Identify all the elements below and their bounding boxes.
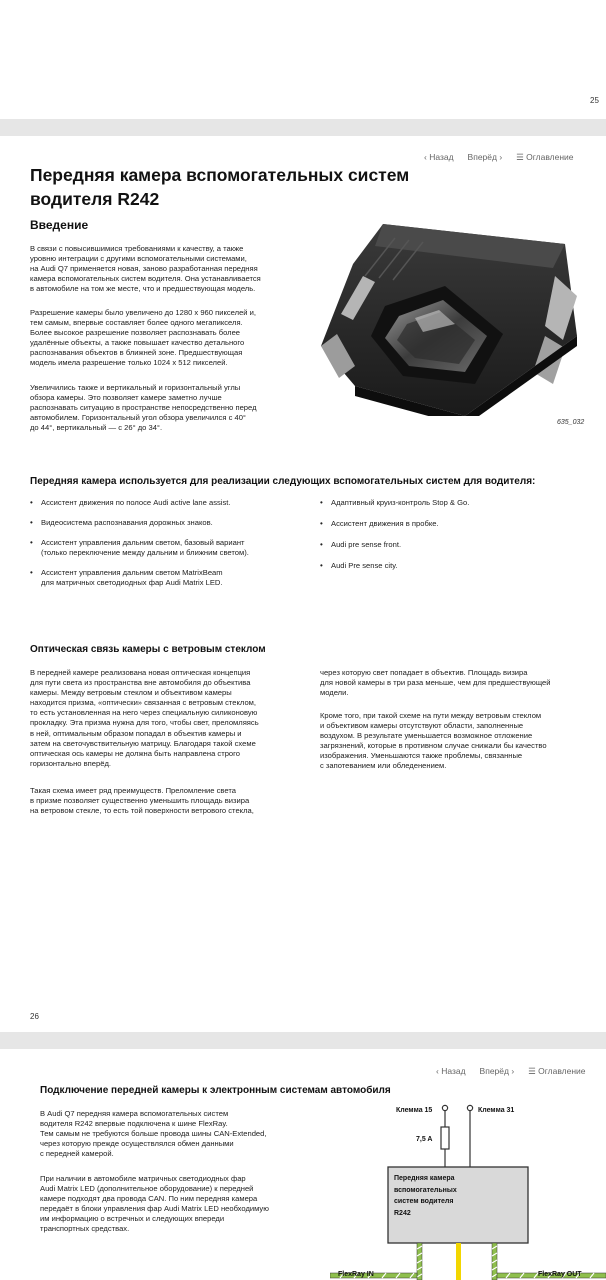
- intro-paragraph-3: Увеличились также и вертикальный и горизонтальный углы обзора камеры. Это позволяет камере заметно лучше распознавать ситуацию в пространстве непосредственно перед автомобилем. Горизонтальный угол обзора увеличился с 40° до 44°, вертикальный — с 26° до 34°.: [30, 383, 257, 433]
- systems-list-left: [30, 498, 310, 589]
- optics-right-paragraph-1: через которую свет попадает в объектив. Площадь визира для новой камеры в три раза меньше, чем для предшествующей модели.: [320, 668, 551, 698]
- intro-paragraph-2: Разрешение камеры было увеличено до 1280 x 960 пикселей и, тем самым, впервые составляет более одного мегапикселя. Более высокое разрешение позволяет распознавать более удалённые объекты, а также повышает качество детального распознавания объектов в ближней зоне. Предшествующая модель имела разрешение только 1024 x 512 пикселей.: [30, 308, 257, 368]
- camera-box-label: Передняя камера вспомогательных систем водителя R242: [394, 1175, 457, 1217]
- nav-contents-link[interactable]: ☰ Оглавление: [528, 1066, 586, 1076]
- list-item: • Ассистент движения в пробке.: [320, 519, 590, 529]
- systems-heading: Передняя камера используется для реализации следующих вспомогательных систем для водителя:: [30, 476, 536, 487]
- intro-heading: Введение: [30, 218, 89, 232]
- connection-paragraph-1: В Audi Q7 передняя камера вспомогательных систем водителя R242 впервые подключена к шине FlexRay. Тем самым не требуются больше провода шины CAN-Extended, через которую прежде осуществлялся обмен данными с передней камерой.: [40, 1109, 267, 1159]
- page-nav: [424, 152, 574, 163]
- page-27: [0, 1049, 606, 1280]
- front-camera-image: [315, 216, 590, 416]
- page-25: [0, 0, 606, 119]
- image-caption: 635_032: [557, 419, 585, 426]
- list-item: • Адаптивный круиз-контроль Stop & Go.: [320, 498, 590, 508]
- page-number: 26: [30, 1012, 39, 1021]
- page-number: 25: [590, 96, 599, 105]
- nav-forward-link[interactable]: Вперёд ›: [467, 152, 503, 162]
- list-item: • Ассистент управления дальним светом MatrixBeam для матричных светодиодных фар Audi Matrix LED.: [30, 568, 310, 588]
- systems-list-right: [320, 498, 590, 571]
- flexray-out-label: FlexRay OUT: [538, 1271, 582, 1278]
- wiring-diagram: [330, 1101, 606, 1280]
- page-title-line2: водителя R242: [30, 189, 160, 209]
- terminal-31-label: Клемма 31: [478, 1107, 515, 1114]
- optics-left-paragraph-2: Такая схема имеет ряд преимуществ. Преломление света в призме позволяет существенно уменьшить площадь визира на ветровом стекле, то есть той поверхности ветрового стекла,: [30, 786, 254, 816]
- intro-paragraph-1: В связи с повысившимися требованиями к качеству, а также уровню интеграции с другими вспомогательными системами, на Audi Q7 применяется новая, заново разработанная передняя камера вспомогательных систем водителя. Она устанавливается в автомобиле на том же месте, что и предшествующая модель.: [30, 244, 261, 294]
- terminal-15-label: Клемма 15: [396, 1107, 433, 1114]
- nav-back-link[interactable]: ‹ Назад: [436, 1066, 466, 1076]
- connection-paragraph-2: При наличии в автомобиле матричных светодиодных фар Audi Matrix LED (дополнительное оборудование) к передней камере подходят два провода CAN. По ним передняя камера передаёт в блоки управления фар Audi Matrix LED необходимую им информацию о встречных и следующих впереди транспортных средствах.: [40, 1174, 269, 1234]
- fuse-label: 7,5 A: [416, 1136, 433, 1143]
- flexray-in-label: FlexRay IN: [338, 1271, 374, 1278]
- nav-contents-link[interactable]: ☰ Оглавление: [516, 152, 574, 162]
- list-item: • Видеосистема распознавания дорожных знаков.: [30, 518, 310, 528]
- list-item: • Audi pre sense front.: [320, 540, 590, 550]
- page-title: [30, 163, 409, 211]
- optics-left-paragraph-1: В передней камере реализована новая оптическая концепция для пути света из пространства вне автомобиля до объектива камеры. Между ветровым стеклом и объективом камеры находится призма, «оптически» связанная с ветровым стеклом, то есть установленная на него через специальную силиконовую прокладку. Эта призма нужна для того, чтобы свет, преломляясь в ней, оптимальным образом попадал в объектив камеры и затем на светочувствительную матрицу. Благодаря такой схеме оптическая ось камеры не должна быть направлена строго горизонтально вперёд.: [30, 668, 259, 768]
- page-26: [0, 136, 606, 1032]
- nav-back-link[interactable]: ‹ Назад: [424, 152, 454, 162]
- page-title-line1: Передняя камера вспомогательных систем: [30, 165, 410, 185]
- list-item: • Ассистент управления дальним светом, базовый вариант (только переключение между дальним и ближним светом).: [30, 538, 310, 558]
- list-item: • Audi Pre sense city.: [320, 561, 590, 571]
- optics-right-paragraph-2: Кроме того, при такой схеме на пути между ветровым стеклом и объективом камеры отсутствуют области, заполненные воздухом. В результате уменьшается возможное отложение загрязнений, которые в противном случае снижали бы качество изображения. Уменьшаются также проблемы, связанные с запотеванием или обледенением.: [320, 711, 547, 771]
- nav-forward-link[interactable]: Вперёд ›: [479, 1066, 515, 1076]
- page-nav: [436, 1066, 586, 1077]
- connection-heading: Подключение передней камеры к электронным системам автомобиля: [40, 1085, 391, 1096]
- list-item: • Ассистент движения по полосе Audi active lane assist.: [30, 498, 310, 508]
- optics-heading: Оптическая связь камеры с ветровым стеклом: [30, 644, 266, 655]
